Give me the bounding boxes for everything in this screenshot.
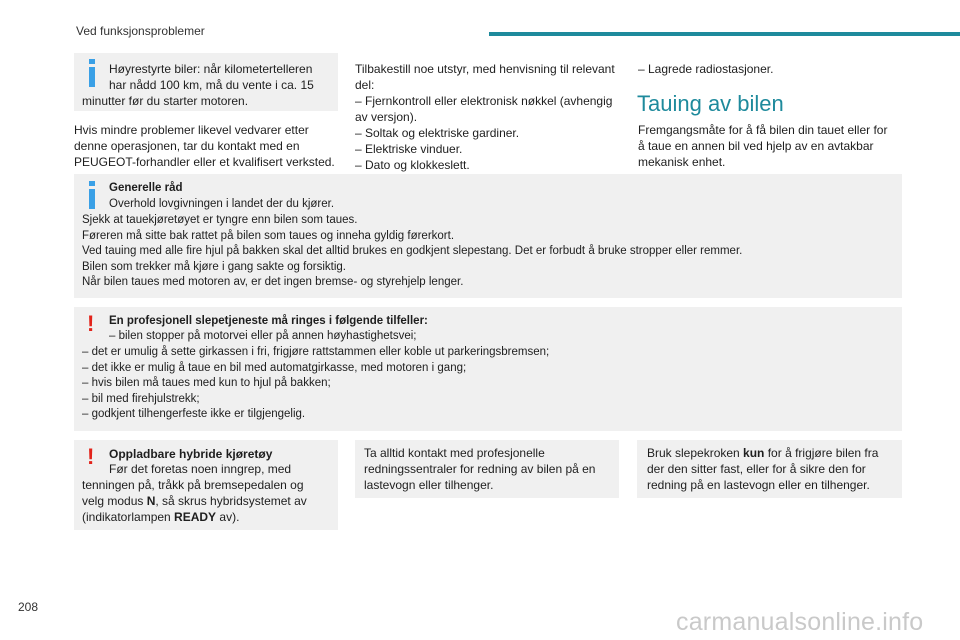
section-header: Ved funksjonsproblemer (76, 24, 205, 38)
towing-intro-paragraph: Fremgangsmåte for å få bilen din tauet eller for å taue en annen bil ved hjelp av en avtakbar mekanisk enhet. (638, 123, 888, 169)
hybrid-text-line (82, 493, 307, 509)
neutral-mode-label: N (146, 494, 156, 508)
professional-tow-title: En profesjonell slepetjeneste må ringes i følgende tilfeller: (109, 315, 428, 327)
contact-rescue-line: redningssentraler for redning av bilen på en (364, 462, 596, 476)
contact-rescue-line: Ta alltid kontakt med profesjonelle (364, 446, 545, 460)
hybrid-text-line: tenningen på, tråkk på bremsepedalen og (82, 478, 304, 492)
general-advice-line: Bilen som trekker må kjøre i gang sakte og forsiktig. (82, 260, 346, 273)
general-advice-line: Overhold lovgivningen i landet der du kjører. (109, 198, 335, 210)
tow-hook-emphasis: kun (743, 446, 765, 460)
general-advice-line: Sjekk at tauekjøretøyet er tyngre enn bilen som taues. (82, 214, 358, 226)
professional-tow-item: – hvis bilen må taues med kun to hjul på bakken; (82, 377, 331, 389)
hybrid-text-segment: (indikatorlampen (82, 510, 175, 524)
general-advice-line: Når bilen taues med motoren av, er det ingen bremse- og styrehjelp lenger. (82, 276, 464, 288)
tow-hook-line (647, 445, 878, 461)
reset-equipment-paragraph: Tilbakestill noe utstyr, med henvisning til relevant del: – Fjernkontroll eller elektronisk nøkkel (avhengig av versjon). – Soltak og elektriske gardiner. – Elektriske vinduer. – Dato og klokkeslett. (355, 62, 615, 172)
warning-icon: ! (87, 311, 95, 336)
contact-rescue-line: lastevogn eller tilhenger. (364, 478, 494, 492)
info-text-line: minutter før du starter motoren. (82, 94, 249, 108)
header-accent-bar (489, 32, 960, 36)
hybrid-title: Oppladbare hybride kjøretøy (109, 447, 273, 461)
general-advice-title: Generelle råd (109, 182, 183, 194)
hybrid-text-segment: av). (216, 510, 240, 524)
hybrid-text-segment: velg modus (82, 494, 147, 508)
professional-tow-item: – det ikke er mulig å taue en bil med automatgirkasse, med motoren i gang; (82, 361, 467, 374)
info-text-line: Høyrestyrte biler: når kilometertelleren (109, 62, 313, 76)
page-number: 208 (18, 600, 39, 614)
hybrid-text-line (82, 509, 307, 525)
tow-hook-line: der den sitter fast, eller for å sikre den for (647, 462, 866, 476)
radio-stations-item: – Lagrede radiostasjoner. (638, 62, 774, 76)
hybrid-text-segment: , så skrus hybridsystemet av (155, 494, 307, 508)
professional-tow-item: – det er umulig å sette girkassen i fri, frigjøre rattstammen eller koble ut parkeringsbremsen; (82, 346, 550, 358)
persisting-problems-paragraph: Hvis mindre problemer likevel vedvarer etter denne operasjonen, tar du kontakt med en PEUGEOT-forhandler eller et kvalifisert verksted. (74, 123, 335, 169)
watermark: carmanualsonline.info (676, 608, 924, 636)
tow-hook-segment: Bruk slepekroken (647, 446, 744, 460)
tow-hook-segment: for å frigjøre bilen fra (764, 446, 879, 460)
towing-heading: Tauing av bilen (637, 91, 784, 116)
tow-hook-line: redning på en lastevogn eller en tilhenger. (647, 478, 870, 492)
professional-tow-item: – godkjent tilhengerfeste ikke er tilgjengelig. (82, 408, 306, 420)
info-text-line: har nådd 100 km, må du vente i ca. 15 (109, 78, 314, 92)
general-advice-line: Føreren må sitte bak rattet på bilen som taues og inneha gyldig førerkort. (82, 229, 455, 242)
ready-indicator-label: READY (174, 510, 217, 524)
professional-tow-item: – bil med firehjulstrekk; (82, 392, 200, 405)
general-advice-line: Ved tauing med alle fire hjul på bakken skal det alltid brukes en godkjent slepestang. Det er forbudt å bruke stropper eller remmer. (82, 245, 743, 257)
hybrid-text-line: Før det foretas noen inngrep, med (109, 462, 292, 476)
warning-icon: ! (87, 444, 95, 469)
professional-tow-item: – bilen stopper på motorvei eller på annen høyhastighetsvei; (109, 330, 417, 342)
